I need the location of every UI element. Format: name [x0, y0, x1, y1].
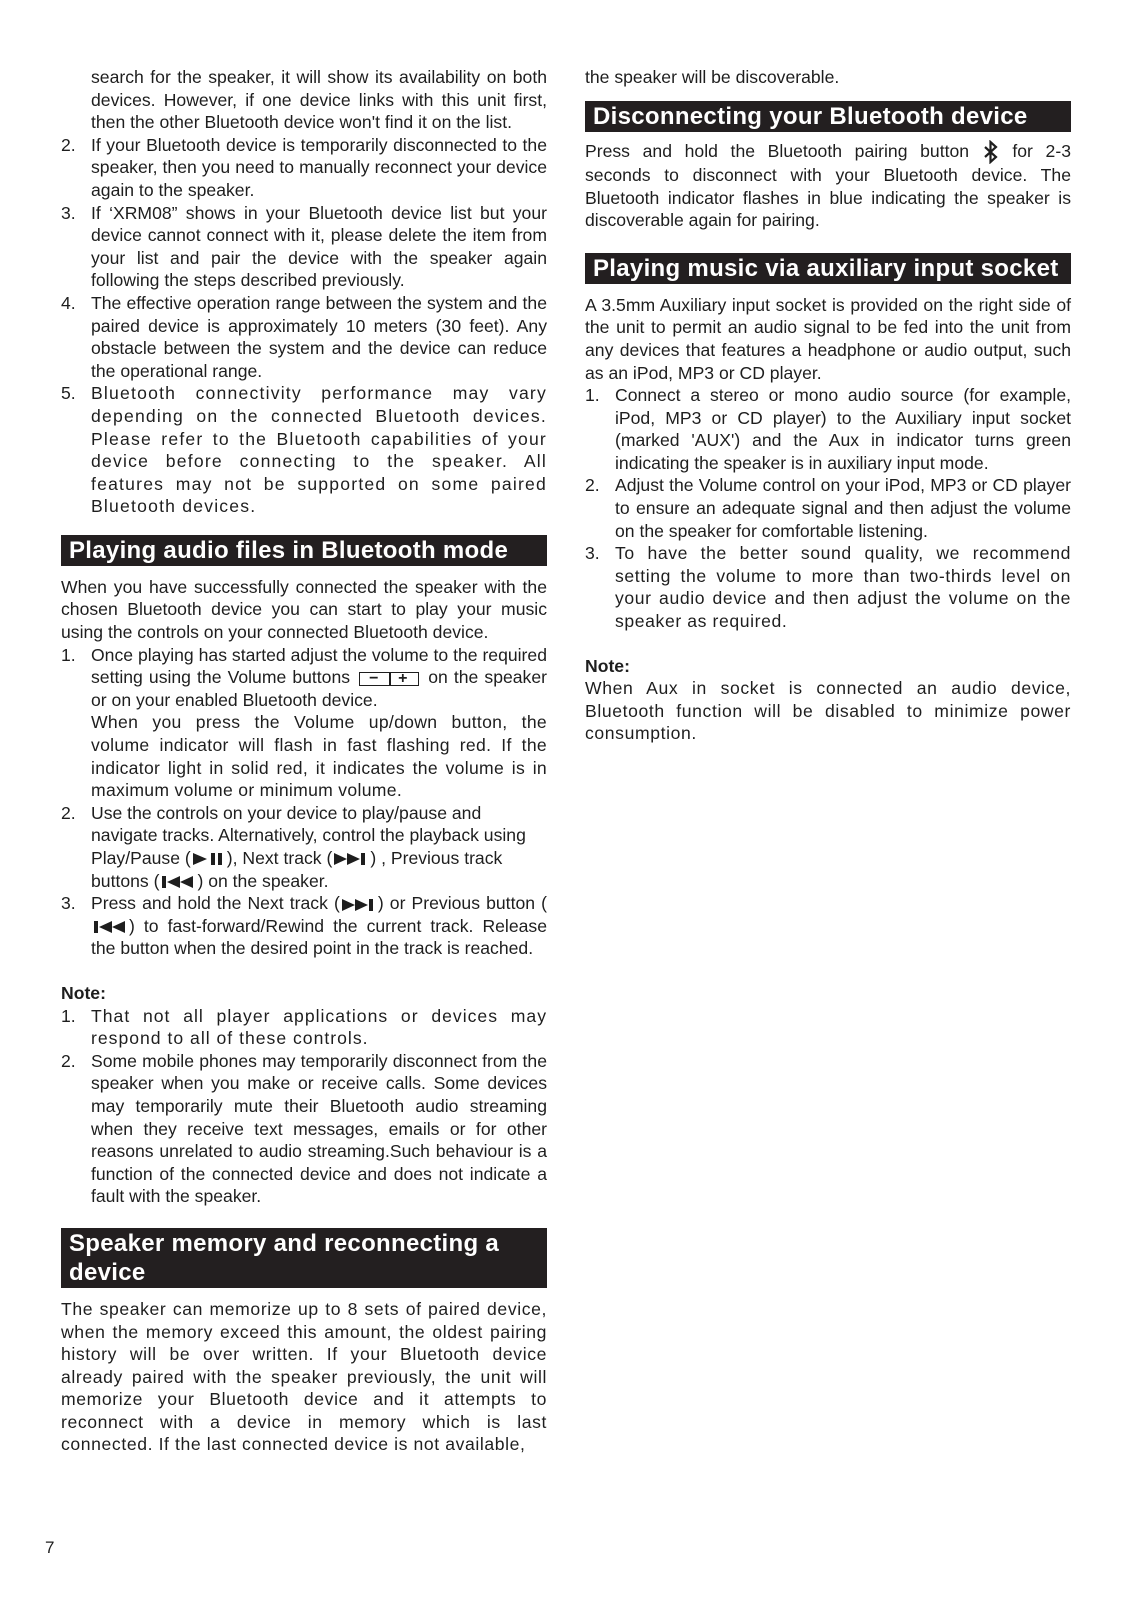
aux-intro-text: A 3.5mm Auxiliary input socket is provided on the right side of the unit to permit an audio signal to be fed into the unit from any devices that features a headphone or audio output, such as an iPod, MP3 or CD player. — [585, 294, 1071, 383]
disconnect-text-a: Press and hold the Bluetooth pairing button — [585, 140, 970, 161]
list-number: 1. — [61, 1005, 76, 1026]
list-number: 1. — [61, 644, 76, 665]
right-intro-continuation: the speaker will be discoverable. — [585, 67, 840, 87]
list-number: 2. — [61, 134, 76, 155]
page-number: 7 — [45, 1538, 55, 1557]
list-text: ) , Previous track buttons ( — [91, 848, 503, 891]
list-item — [61, 202, 547, 292]
intro-continuation-text: search for the speaker, it will show its availability on both devices. However, if one device links with this unit first, then the other Bluetooth device won't find it on the list. — [91, 67, 547, 133]
bluetooth-icon — [982, 140, 1000, 164]
list-number: 2. — [61, 802, 76, 823]
list-text: ) on the speaker. — [197, 870, 329, 891]
list-text: Bluetooth connectivity performance may vary depending on the connected Bluetooth devices. Please refer to the Bluetooth capabilities of your device before connecting to the speaker. All features may not be supported on some paired Bluetooth devices. — [91, 383, 547, 517]
list-text: Some mobile phones may temporarily disconnect from the speaker when you make or receive calls. Some devices may temporarily mute their Bluetooth audio streaming when they receive text messages, emails or for other reasons unrelated to audio streaming.Such behaviour is a function of the connected device and does not indicate a fault with the speaker. — [91, 1050, 547, 1207]
list-number: 4. — [61, 292, 76, 313]
list-item — [61, 292, 547, 382]
list-text: Connect a stereo or mono audio source (for example, iPod, MP3 or CD player) to the Auxiliary input socket (marked 'AUX') and the Aux in indicator turns green indicating the speaker is in auxiliary input mode. — [615, 385, 1071, 473]
right-column — [585, 66, 1071, 745]
list-text: ), Next track ( — [226, 848, 333, 868]
list-item — [61, 382, 547, 518]
section-heading-playing-audio: Playing audio files in Bluetooth mode — [61, 535, 547, 566]
note-title: Note: — [61, 982, 106, 1003]
list-text: That not all player applications or devices may respond to all of these controls. — [91, 1005, 547, 1049]
list-text: To have the better sound quality, we recommend setting the volume to more than two-thirds level on your audio device and then adjust the volume on the speaker as required. — [615, 543, 1071, 632]
list-item — [585, 542, 1071, 632]
list-item — [61, 892, 547, 960]
volume-indicator-text: When you press the Volume up/down button, the volume indicator will flash in fast flashing red. If the indicator light in solid red, it indicates the volume is in maximum volume or minimum volume. — [91, 712, 547, 801]
previous-track-icon — [91, 919, 129, 935]
list-text: The effective operation range between the system and the paired device is approximately 10 meters (30 feet). Any obstacle between the system and the device can reduce the operational range. — [91, 292, 547, 381]
list-text: If ‘XRM08” shows in your Bluetooth device list but your device cannot connect with it, please delete the item from your list and pair the device with the speaker again following the steps described previously. — [91, 202, 547, 291]
volume-buttons-icon — [359, 669, 419, 687]
section-heading-aux-input: Playing music via auxiliary input socket — [585, 253, 1071, 284]
previous-track-icon — [159, 874, 197, 890]
list-number: 1. — [585, 385, 600, 406]
list-text: Use the controls on your device to play/pause and navigate tracks. Alternatively, control the playback using Play/Pause ( — [91, 802, 526, 868]
next-track-icon — [340, 897, 378, 913]
list-text: on the speaker or on your enabled Bluetooth device. — [91, 667, 547, 710]
intro-continuation — [61, 66, 547, 134]
list-text: Press and hold the Next track ( — [91, 893, 340, 914]
list-item — [585, 384, 1071, 474]
list-text: ) to fast-forward/Rewind the current track. Release the button when the desired point in the track is reached. — [91, 915, 547, 959]
aux-note-text: When Aux in socket is connected an audio device, Bluetooth function will be disabled to minimize power consumption. — [585, 678, 1071, 744]
list-number: 3. — [585, 543, 600, 564]
section-heading-disconnecting: Disconnecting your Bluetooth device — [585, 101, 1071, 132]
volume-plus-icon: + — [398, 669, 408, 687]
list-text: Adjust the Volume control on your iPod, MP3 or CD player to ensure an adequate signal and then adjust the volume on the speaker for comfortable listening. — [615, 475, 1071, 541]
list-number: 2. — [585, 475, 600, 496]
volume-minus-icon: − — [369, 669, 379, 687]
disconnect-text — [585, 140, 1071, 232]
note-title: Note: — [585, 655, 630, 676]
list-text: If your Bluetooth device is temporarily disconnected to the speaker, then you need to manually reconnect your device again to the speaker. — [91, 134, 547, 200]
list-item — [61, 802, 547, 892]
list-item — [61, 644, 547, 802]
next-track-icon — [332, 851, 370, 867]
list-number: 3. — [61, 202, 76, 223]
section-heading-speaker-memory: Speaker memory and reconnecting a device — [61, 1228, 547, 1288]
list-item — [61, 134, 547, 202]
list-number: 5. — [61, 383, 76, 404]
play-pause-icon — [191, 851, 227, 867]
memory-text: The speaker can memorize up to 8 sets of paired device, when the memory exceed this amount, the oldest pairing history will be over written. If your Bluetooth device already paired with the speaker previously, the unit will memorize your Bluetooth device and it attempts to reconnect with a device in memory which is last connected. If the last connected device is not available, — [61, 1298, 547, 1455]
list-text: ) or Previous button ( — [377, 893, 547, 914]
list-item — [61, 1005, 547, 1050]
list-number: 3. — [61, 893, 76, 914]
list-text: Once playing has started adjust the volume to the required setting using the Volume buttons — [91, 644, 547, 688]
list-number: 2. — [61, 1050, 76, 1071]
list-item — [585, 474, 1071, 542]
list-item — [61, 1050, 547, 1208]
playing-intro-text: When you have successfully connected the speaker with the chosen Bluetooth device you can start to play your music using the controls on your connected Bluetooth device. — [61, 576, 547, 643]
left-column — [61, 66, 547, 1456]
disconnect-text-b: for 2-3 seconds to disconnect with your Bluetooth device. The Bluetooth indicator flashes in blue indicating the speaker is discoverable again for pairing. — [585, 140, 1071, 231]
